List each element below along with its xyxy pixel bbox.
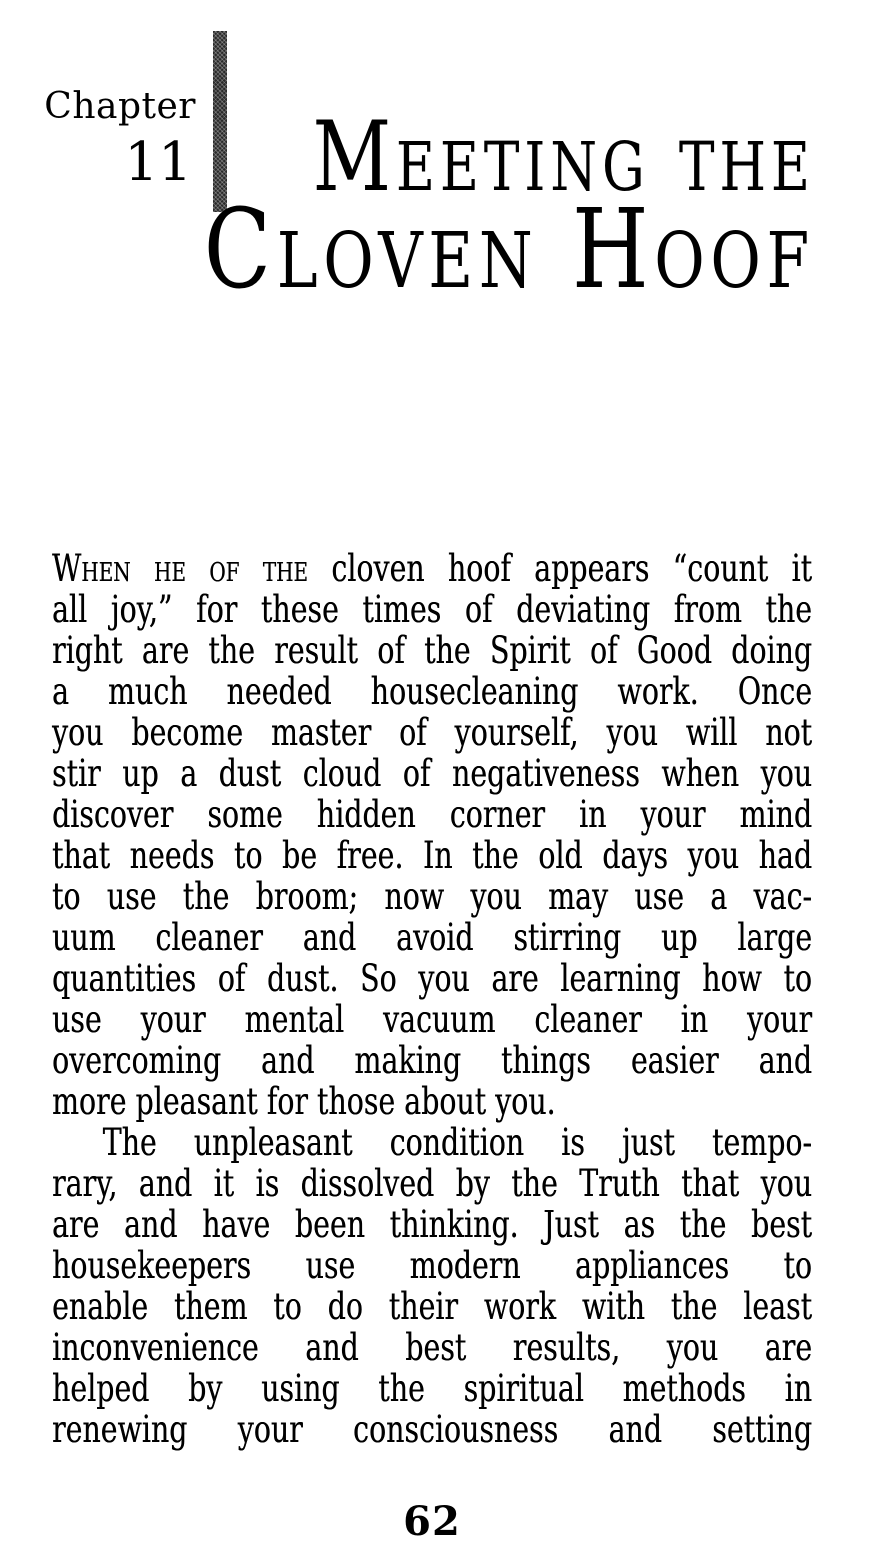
text-line [52,753,812,794]
paragraph [52,548,812,1122]
text-line [52,917,812,958]
text-segment: discover some hidden corner in your mind [52,793,813,836]
text-line [52,589,812,630]
chapter-number: 11 [124,132,192,193]
text-segment: are and have been thinking. Just as the best [52,1203,813,1246]
text-line [52,1286,812,1327]
text-segment: uum cleaner and avoid stirring up large [52,916,813,959]
text-segment: quantities of dust. So you are learning how to [52,957,813,1000]
text-line [52,794,812,835]
text-segment: to use the broom; now you may use a vac- [52,875,813,918]
text-line [52,1122,812,1163]
text-segment: a much needed housecleaning work. Once [52,670,813,713]
text-line [52,548,812,589]
text-line [52,671,812,712]
text-line [52,835,812,876]
text-line [52,630,812,671]
text-line [52,1081,812,1122]
text-segment: all joy,” for these times of deviating from the [52,588,813,631]
text-segment: more pleasant for those about you. [52,1080,556,1123]
small-caps-lead: When he of the [52,547,309,590]
text-segment: housekeepers use modern appliances to [52,1244,813,1287]
body-text [52,548,812,1450]
text-segment: helped by using the spiritual methods in [52,1367,813,1410]
text-line [52,1245,812,1286]
text-segment: inconvenience and best results, you are [52,1326,813,1369]
text-line [52,1409,812,1450]
text-segment: renewing your consciousness and setting [52,1408,813,1451]
text-segment: rary, and it is dissolved by the Truth that you [52,1162,813,1205]
paragraph [52,1122,812,1450]
text-line [52,712,812,753]
chapter-block [0,86,196,193]
text-line [52,876,812,917]
chapter-title-line-2: Cloven Hoof [203,185,815,313]
text-line [52,1327,812,1368]
text-line [52,1040,812,1081]
text-line [52,958,812,999]
text-line [52,1163,812,1204]
text-segment: stir up a dust cloud of negativeness when you [52,752,813,795]
text-segment: cloven hoof appears “count it [308,547,813,590]
chapter-title [203,101,815,313]
text-segment: that needs to be free. In the old days you had [52,834,813,877]
text-segment: enable them to do their work with the least [52,1285,813,1328]
text-segment: use your mental vacuum cleaner in your [52,998,813,1041]
text-segment: The unpleasant condition is just tempo- [102,1121,813,1164]
text-line [52,1368,812,1409]
text-line [52,1204,812,1245]
page-number: 62 [403,1498,461,1545]
text-segment: right are the result of the Spirit of Good doing [52,629,813,672]
text-segment: overcoming and making things easier and [52,1039,813,1082]
text-segment: you become master of yourself, you will not [52,711,813,754]
text-line [52,999,812,1040]
chapter-title-line-1: Meeting the [312,101,815,213]
chapter-label: Chapter [44,86,196,127]
